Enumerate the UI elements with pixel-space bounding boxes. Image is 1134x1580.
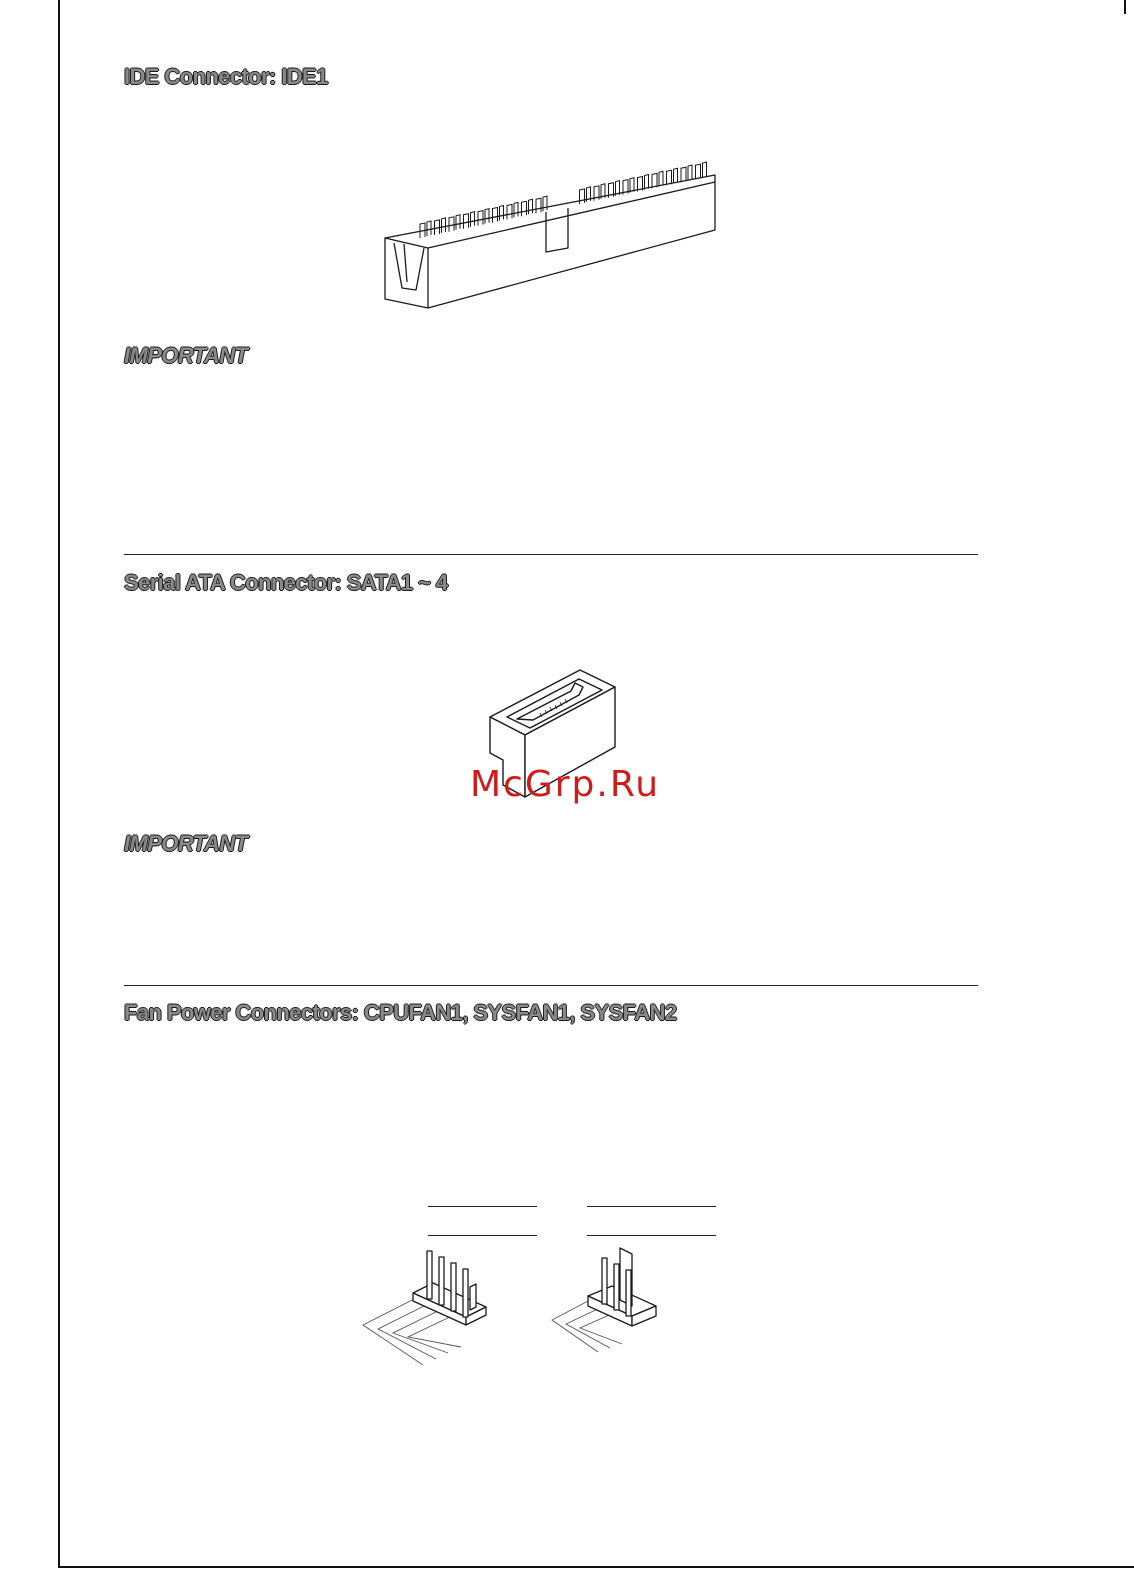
- ide-pin: [659, 171, 663, 186]
- section-divider: [124, 554, 978, 555]
- sata-heading: Serial ATA Connector: SATA1 ~ 4: [124, 570, 448, 595]
- fan-4pin-header-icon: [358, 1245, 493, 1370]
- fan-4pin-title-line: [428, 1206, 537, 1207]
- page-frame-bottom: [58, 1566, 1134, 1568]
- ide-pin: [681, 167, 686, 182]
- section-divider: [124, 985, 978, 986]
- fan-3pin-title-line: [587, 1206, 716, 1207]
- ide-pin: [674, 168, 678, 183]
- page-frame-right: [1124, 0, 1126, 14]
- fan-4pin-title-line: [428, 1235, 537, 1236]
- sata-important-label: IMPORTANT: [124, 831, 248, 856]
- page-frame-left: [58, 0, 60, 1568]
- watermark-text: McGrp.Ru: [470, 764, 661, 805]
- fan-3pin-header-icon: [550, 1240, 665, 1360]
- ide-pin: [703, 162, 707, 177]
- fan-heading: Fan Power Connectors: CPUFAN1, SYSFAN1, SYSFAN2: [124, 1000, 677, 1025]
- ide-heading: IDE Connector: IDE1: [124, 64, 328, 89]
- ide-important-label: IMPORTANT: [124, 343, 248, 368]
- ide-pin: [696, 164, 701, 179]
- ide-pin: [688, 165, 692, 180]
- fan-3pin-title-line: [587, 1235, 716, 1236]
- ide-connector-icon: [380, 160, 725, 315]
